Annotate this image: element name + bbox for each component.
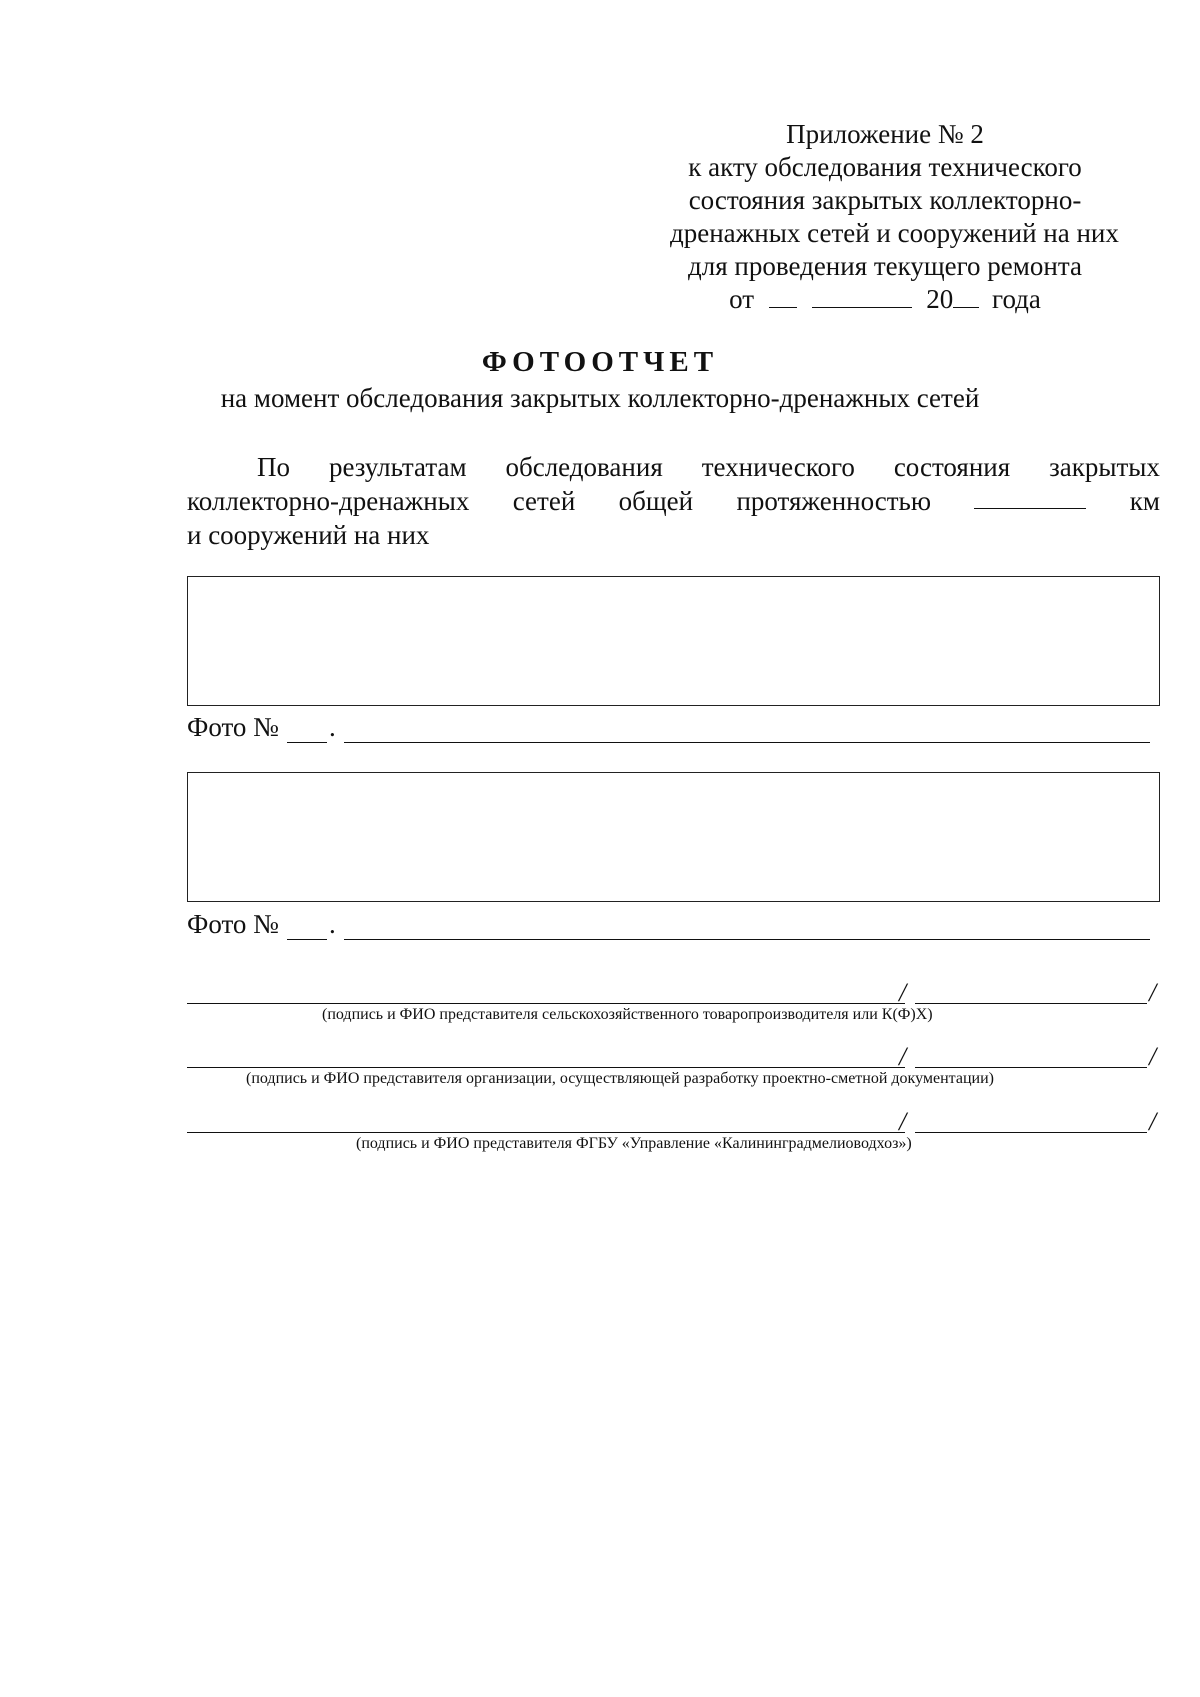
signature-line[interactable] <box>187 1003 905 1004</box>
document-subtitle: на момент обследования закрытых коллекторно-дренажных сетей <box>220 383 980 413</box>
appendix-date-line <box>670 283 1100 316</box>
intro-word: сетей <box>512 486 576 516</box>
intro-word: По <box>257 452 290 482</box>
signature-caption-2: (подпись и ФИО представителя организации, осуществляющей разработку проектно-сметной документации) <box>246 1070 994 1087</box>
intro-word: коллекторно-дренажных <box>187 486 470 516</box>
signature-row-1 <box>187 976 1160 1007</box>
day-blank[interactable] <box>769 283 797 308</box>
intro-word: результатам <box>328 452 467 482</box>
slash: / <box>899 1042 907 1071</box>
appendix-line: дренажных сетей и сооружений на них <box>670 218 1119 248</box>
appendix-line: к акту обследования технического <box>688 152 1082 182</box>
month-blank[interactable] <box>812 283 912 308</box>
intro-word: обследования <box>505 452 663 482</box>
date-prefix: от <box>729 284 755 314</box>
date-suffix: года <box>992 284 1041 314</box>
photo-caption-1 <box>187 711 1150 743</box>
photo-number-blank[interactable] <box>287 720 327 743</box>
intro-word: закрытых <box>1049 452 1160 482</box>
name-line[interactable] <box>915 1003 1147 1004</box>
photo-description-blank[interactable] <box>344 720 1150 743</box>
intro-row-2 <box>187 484 1160 518</box>
photo-label: Фото № <box>187 909 279 939</box>
appendix-header <box>670 118 1119 316</box>
intro-word: технического <box>701 452 855 482</box>
length-blank[interactable] <box>974 484 1086 509</box>
intro-word: состояния <box>893 452 1011 482</box>
photo-dot: . <box>328 909 336 939</box>
intro-row-3: и сооружений на них <box>187 520 430 550</box>
intro-row-1 <box>187 450 1160 484</box>
slash: / <box>1149 1107 1157 1136</box>
length-unit: км <box>1129 486 1160 516</box>
document-title: ФОТООТЧЕТ <box>481 346 719 378</box>
signature-caption-3: (подпись и ФИО представителя ФГБУ «Управление «Калининградмелиоводхоз») <box>356 1135 912 1152</box>
year-blank[interactable] <box>953 283 979 308</box>
name-line[interactable] <box>915 1132 1147 1133</box>
appendix-line: для проведения текущего ремонта <box>688 251 1082 281</box>
signature-caption-1: (подпись и ФИО представителя сельскохозяйственного товаропроизводителя или К(Ф)Х) <box>322 1006 933 1023</box>
intro-word: общей <box>618 486 694 516</box>
slash: / <box>1149 978 1157 1007</box>
photo-label: Фото № <box>187 712 279 742</box>
signature-row-2 <box>187 1040 1160 1071</box>
slash: / <box>1149 1042 1157 1071</box>
slash: / <box>899 1107 907 1136</box>
signature-line[interactable] <box>187 1067 905 1068</box>
photo-frame-2 <box>187 772 1160 902</box>
appendix-line: состояния закрытых коллекторно- <box>688 185 1082 215</box>
appendix-number: Приложение № 2 <box>786 119 984 149</box>
slash: / <box>899 978 907 1007</box>
photo-description-blank[interactable] <box>344 917 1150 940</box>
signature-line[interactable] <box>187 1132 905 1133</box>
signature-row-3 <box>187 1105 1160 1136</box>
photo-dot: . <box>328 712 336 742</box>
date-year: 20 <box>926 284 954 314</box>
name-line[interactable] <box>915 1067 1147 1068</box>
photo-caption-2 <box>187 908 1150 940</box>
intro-word: протяженностью <box>736 486 932 516</box>
photo-frame-1 <box>187 576 1160 706</box>
photo-number-blank[interactable] <box>287 917 327 940</box>
